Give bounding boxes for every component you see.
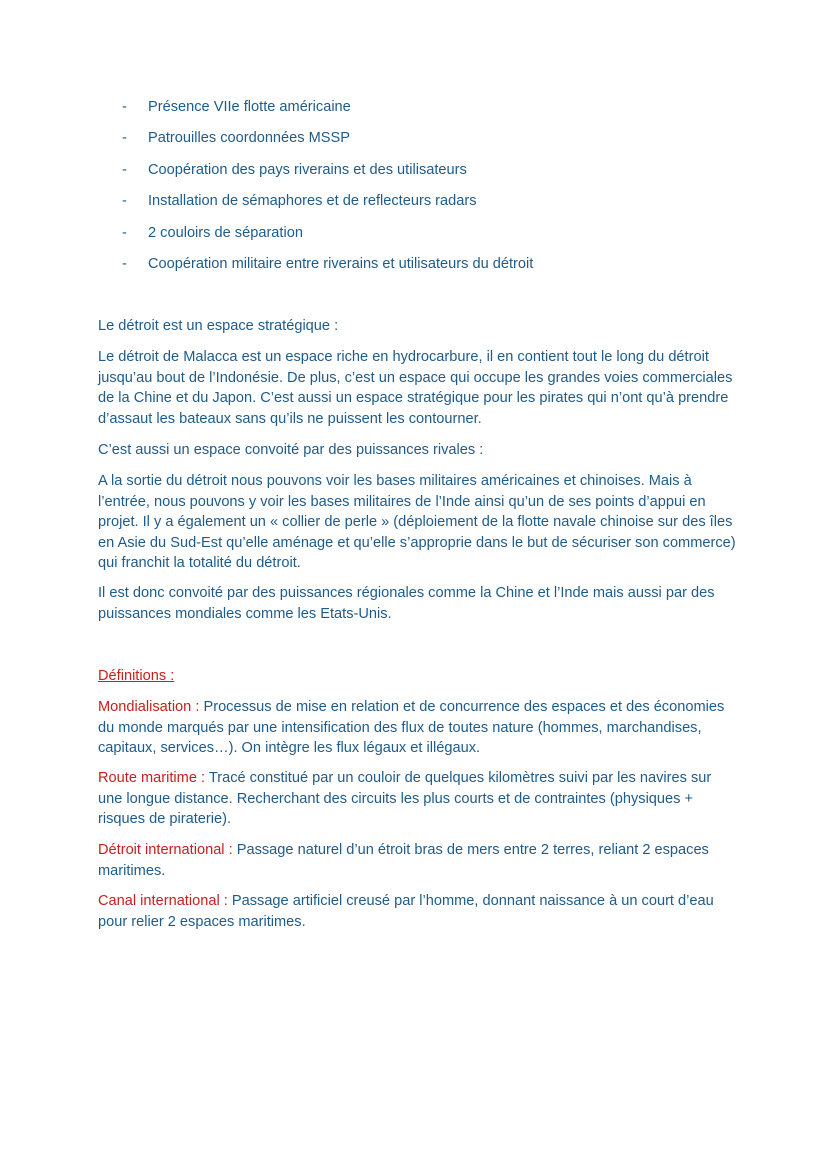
list-item-text: Coopération des pays riverains et des utilisateurs [148,161,467,178]
definitions-title-block [98,666,738,687]
list-item-text: Patrouilles coordonnées MSSP [148,130,350,147]
strategic-paragraph: Le détroit de Malacca est un espace riche en hydrocarbure, il en contient tout le long du détroit jusqu’au bout de l’Indonésie. De plus, c’est un espace qui occupe les grandes voies commerciales de la Chine et du Japon. C’est aussi un espace stratégique pour les pirates qui n’ont qu’à prendre d’assaut les bateaux sans qu’ils ne puissent les contourner. [98,349,733,427]
list-item-text: 2 couloirs de séparation [148,224,303,241]
list-item [122,159,533,190]
list-item [122,96,533,127]
definition-text: Passage naturel d’un étroit bras de mers entre 2 terres, reliant 2 espaces maritimes. [98,842,709,879]
definition-item [98,891,738,932]
definition-term: Détroit international : [98,842,233,858]
strategic-paragraph-block [98,347,738,429]
list-item [122,253,533,284]
rivals-heading: C’est aussi un espace convoité par des puissances rivales : [98,442,484,458]
definition-term: Mondialisation : [98,699,200,715]
strategic-heading: Le détroit est un espace stratégique : [98,318,339,334]
bullet-dash: - [122,193,127,210]
rivals-paragraph: A la sortie du détroit nous pouvons voir les bases militaires américaines et chinoises. Mais à l’entrée, nous pouvons y voir les bases militaires de l’Inde ainsi qu’un de ses points d’appui en projet. Il y a également un « collier de perle » (déploiement de la flotte navale chinoise sur des îles en Asie du Sud-Est qu’elle aménage et qu’elle s’approprie dans le but de sécuriser son commerce) qui franchit la totalité du détroit. [98,473,736,572]
rivals-section [98,440,738,461]
conclusion-block [98,583,738,624]
definition-text: Processus de mise en relation et de concurrence des espaces et des économies du monde marqués par une intensification des flux de toutes nature (hommes, marchandises, capitaux, services…). On intègre les flux légaux et illégaux. [98,699,725,757]
bullet-dash: - [122,99,127,115]
bullet-dash: - [122,161,127,178]
definition-term: Canal international : [98,893,228,909]
conclusion-paragraph: Il est donc convoité par des puissances régionales comme la Chine et l’Inde mais aussi par des puissances mondiales comme les Etats-Unis. [98,585,715,622]
list-item-text: Coopération militaire entre riverains et utilisateurs du détroit [148,255,534,272]
list-item-text: Présence VIIe flotte américaine [148,99,351,115]
definition-item [98,697,738,759]
definitions-title: Définitions : [98,668,175,684]
list-item-text: Installation de sémaphores et de reflecteurs radars [148,193,477,210]
bullet-list [122,96,533,284]
definition-item [98,768,738,830]
definition-text: Passage artificiel creusé par l’homme, donnant naissance à un court d’eau pour relier 2 espaces maritimes. [98,893,714,930]
bullet-dash: - [122,224,127,241]
bullet-dash: - [122,130,127,147]
bullet-dash: - [122,255,127,272]
definition-term: Route maritime : [98,770,206,786]
rivals-paragraph-block [98,471,738,574]
list-item [122,127,533,158]
definition-item [98,840,738,881]
list-item [122,222,533,253]
definition-text: Tracé constitué par un couloir de quelques kilomètres suivi par les navires sur une longue distance. Recherchant des circuits les plus courts et de contraintes (physiques + risques de piraterie). [98,770,712,828]
strategic-section [98,316,738,337]
list-item [122,190,533,221]
